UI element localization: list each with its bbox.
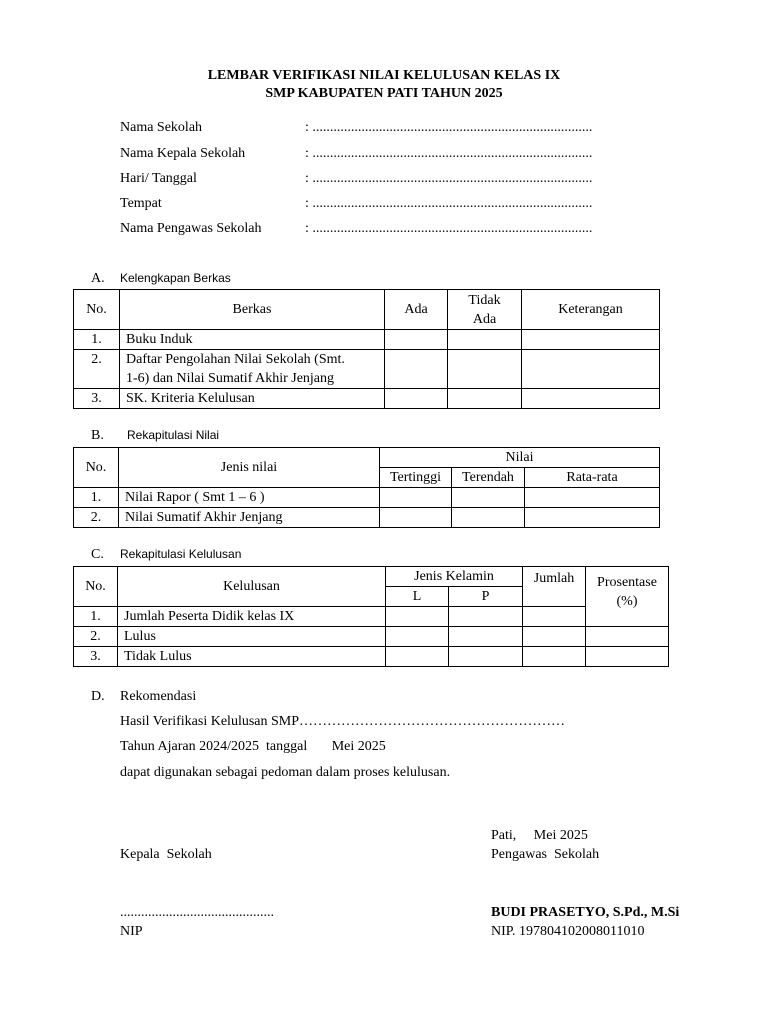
principal-name-label: Nama Kepala Sekolah bbox=[120, 146, 246, 161]
p-cell[interactable] bbox=[449, 607, 523, 627]
prosentase-cell[interactable] bbox=[586, 647, 669, 667]
header-tertinggi: Tertinggi bbox=[380, 468, 452, 488]
header-prosentase-line2: (%) bbox=[616, 594, 638, 609]
header-no: No. bbox=[74, 567, 118, 607]
place-date: Pati, Mei 2025 bbox=[491, 828, 588, 843]
header-ada: Ada bbox=[385, 290, 448, 330]
header-prosentase bbox=[586, 567, 669, 627]
tidak-ada-cell[interactable] bbox=[448, 389, 522, 409]
header-tidak-ada bbox=[448, 290, 522, 330]
document-subtitle: SMP KABUPATEN PATI TAHUN 2025 bbox=[265, 86, 503, 101]
table-header-row bbox=[74, 567, 669, 587]
place-label: Tempat bbox=[120, 196, 162, 211]
p-cell[interactable] bbox=[449, 627, 523, 647]
tertinggi-cell[interactable] bbox=[380, 508, 452, 528]
row-no: 1. bbox=[74, 330, 120, 350]
rata-rata-cell[interactable] bbox=[525, 508, 660, 528]
supervisor-name-label: Nama Pengawas Sekolah bbox=[120, 221, 262, 236]
l-cell[interactable] bbox=[386, 607, 449, 627]
keterangan-cell[interactable] bbox=[522, 330, 660, 350]
header-l: L bbox=[386, 587, 449, 607]
section-d-letter: D. bbox=[91, 689, 105, 704]
header-rata-rata: Rata-rata bbox=[525, 468, 660, 488]
section-d-heading: Rekomendasi bbox=[120, 689, 197, 704]
table-row bbox=[74, 627, 669, 647]
header-tidak-ada-line2: Ada bbox=[472, 311, 497, 327]
jumlah-cell[interactable] bbox=[523, 627, 586, 647]
row-item-line2: 1-6) dan Nilai Sumatif Akhir Jenjang bbox=[126, 371, 335, 386]
jumlah-cell[interactable] bbox=[523, 607, 586, 627]
school-name-field: : ................................................................................ bbox=[305, 120, 593, 135]
row-no: 1. bbox=[74, 607, 118, 627]
row-no: 2. bbox=[74, 350, 120, 389]
ada-cell[interactable] bbox=[385, 350, 448, 389]
principal-nip: NIP bbox=[120, 924, 143, 939]
table-row bbox=[74, 350, 660, 389]
rata-rata-cell[interactable] bbox=[525, 488, 660, 508]
ada-cell[interactable] bbox=[385, 330, 448, 350]
school-name-label: Nama Sekolah bbox=[120, 120, 203, 135]
principal-name-field: : ................................................................................ bbox=[305, 146, 593, 161]
supervisor-role: Pengawas Sekolah bbox=[491, 847, 600, 862]
place-field: : ................................................................................ bbox=[305, 196, 593, 211]
header-jenis-nilai: Jenis nilai bbox=[119, 448, 380, 488]
section-b-letter: B. bbox=[91, 428, 104, 443]
tidak-ada-cell[interactable] bbox=[448, 350, 522, 389]
header-p: P bbox=[449, 587, 523, 607]
rekap-kelulusan-table bbox=[73, 566, 669, 667]
day-date-field: : ................................................................................ bbox=[305, 171, 593, 186]
supervisor-name-field: : ................................................................................ bbox=[305, 221, 593, 236]
section-c-heading: Rekapitulasi Kelulusan bbox=[120, 547, 242, 561]
supervisor-nip: NIP. 197804102008011010 bbox=[491, 924, 645, 939]
header-kelulusan: Kelulusan bbox=[118, 567, 386, 607]
p-cell[interactable] bbox=[449, 647, 523, 667]
keterangan-cell[interactable] bbox=[522, 389, 660, 409]
section-a-letter: A. bbox=[91, 271, 105, 286]
terendah-cell[interactable] bbox=[452, 508, 525, 528]
recommendation-line3: dapat digunakan sebagai pedoman dalam proses kelulusan. bbox=[120, 765, 451, 780]
table-row bbox=[74, 389, 660, 409]
ada-cell[interactable] bbox=[385, 389, 448, 409]
terendah-cell[interactable] bbox=[452, 488, 525, 508]
header-terendah: Terendah bbox=[452, 468, 525, 488]
row-item bbox=[120, 350, 385, 389]
row-item: Buku Induk bbox=[120, 330, 385, 350]
tertinggi-cell[interactable] bbox=[380, 488, 452, 508]
row-item: SK. Kriteria Kelulusan bbox=[120, 389, 385, 409]
table-row bbox=[74, 330, 660, 350]
row-no: 1. bbox=[74, 488, 119, 508]
supervisor-name: BUDI PRASETYO, S.Pd., M.Si bbox=[491, 905, 680, 920]
header-tidak-ada-line1: Tidak bbox=[468, 292, 501, 308]
header-berkas: Berkas bbox=[120, 290, 385, 330]
jumlah-cell[interactable] bbox=[523, 647, 586, 667]
table-row bbox=[74, 508, 660, 528]
row-item: Tidak Lulus bbox=[118, 647, 386, 667]
header-jumlah: Jumlah bbox=[523, 567, 586, 607]
prosentase-cell[interactable] bbox=[586, 627, 669, 647]
section-c-letter: C. bbox=[91, 547, 104, 562]
document-title: LEMBAR VERIFIKASI NILAI KELULUSAN KELAS IX bbox=[207, 68, 561, 83]
row-item: Nilai Rapor ( Smt 1 – 6 ) bbox=[119, 488, 380, 508]
principal-name-line: ............................................ bbox=[120, 905, 274, 920]
l-cell[interactable] bbox=[386, 647, 449, 667]
section-a-heading: Kelengkapan Berkas bbox=[120, 271, 231, 285]
row-item: Lulus bbox=[118, 627, 386, 647]
row-item: Jumlah Peserta Didik kelas IX bbox=[118, 607, 386, 627]
berkas-table bbox=[73, 289, 660, 409]
row-item: Nilai Sumatif Akhir Jenjang bbox=[119, 508, 380, 528]
row-no: 3. bbox=[74, 647, 118, 667]
row-no: 3. bbox=[74, 389, 120, 409]
tidak-ada-cell[interactable] bbox=[448, 330, 522, 350]
row-no: 2. bbox=[74, 508, 119, 528]
table-row bbox=[74, 488, 660, 508]
table-header-row bbox=[74, 448, 660, 468]
recommendation-line1: Hasil Verifikasi Kelulusan SMP………………………………………………… bbox=[120, 714, 566, 729]
section-b-heading: Rekapitulasi Nilai bbox=[127, 428, 220, 442]
header-no: No. bbox=[74, 290, 120, 330]
header-keterangan: Keterangan bbox=[522, 290, 660, 330]
l-cell[interactable] bbox=[386, 627, 449, 647]
header-jenis-kelamin: Jenis Kelamin bbox=[386, 567, 523, 587]
rekap-nilai-table bbox=[73, 447, 660, 528]
header-nilai: Nilai bbox=[380, 448, 660, 468]
table-header-row bbox=[74, 290, 660, 330]
keterangan-cell[interactable] bbox=[522, 350, 660, 389]
table-row bbox=[74, 647, 669, 667]
principal-role: Kepala Sekolah bbox=[120, 847, 212, 862]
day-date-label: Hari/ Tanggal bbox=[120, 171, 197, 186]
recommendation-line2: Tahun Ajaran 2024/2025 tanggal Mei 2025 bbox=[120, 739, 386, 754]
header-no: No. bbox=[74, 448, 119, 488]
row-no: 2. bbox=[74, 627, 118, 647]
table-row bbox=[74, 607, 669, 627]
row-item-line1: Daftar Pengolahan Nilai Sekolah (Smt. bbox=[126, 352, 345, 367]
header-prosentase-line1: Prosentase bbox=[597, 575, 657, 590]
